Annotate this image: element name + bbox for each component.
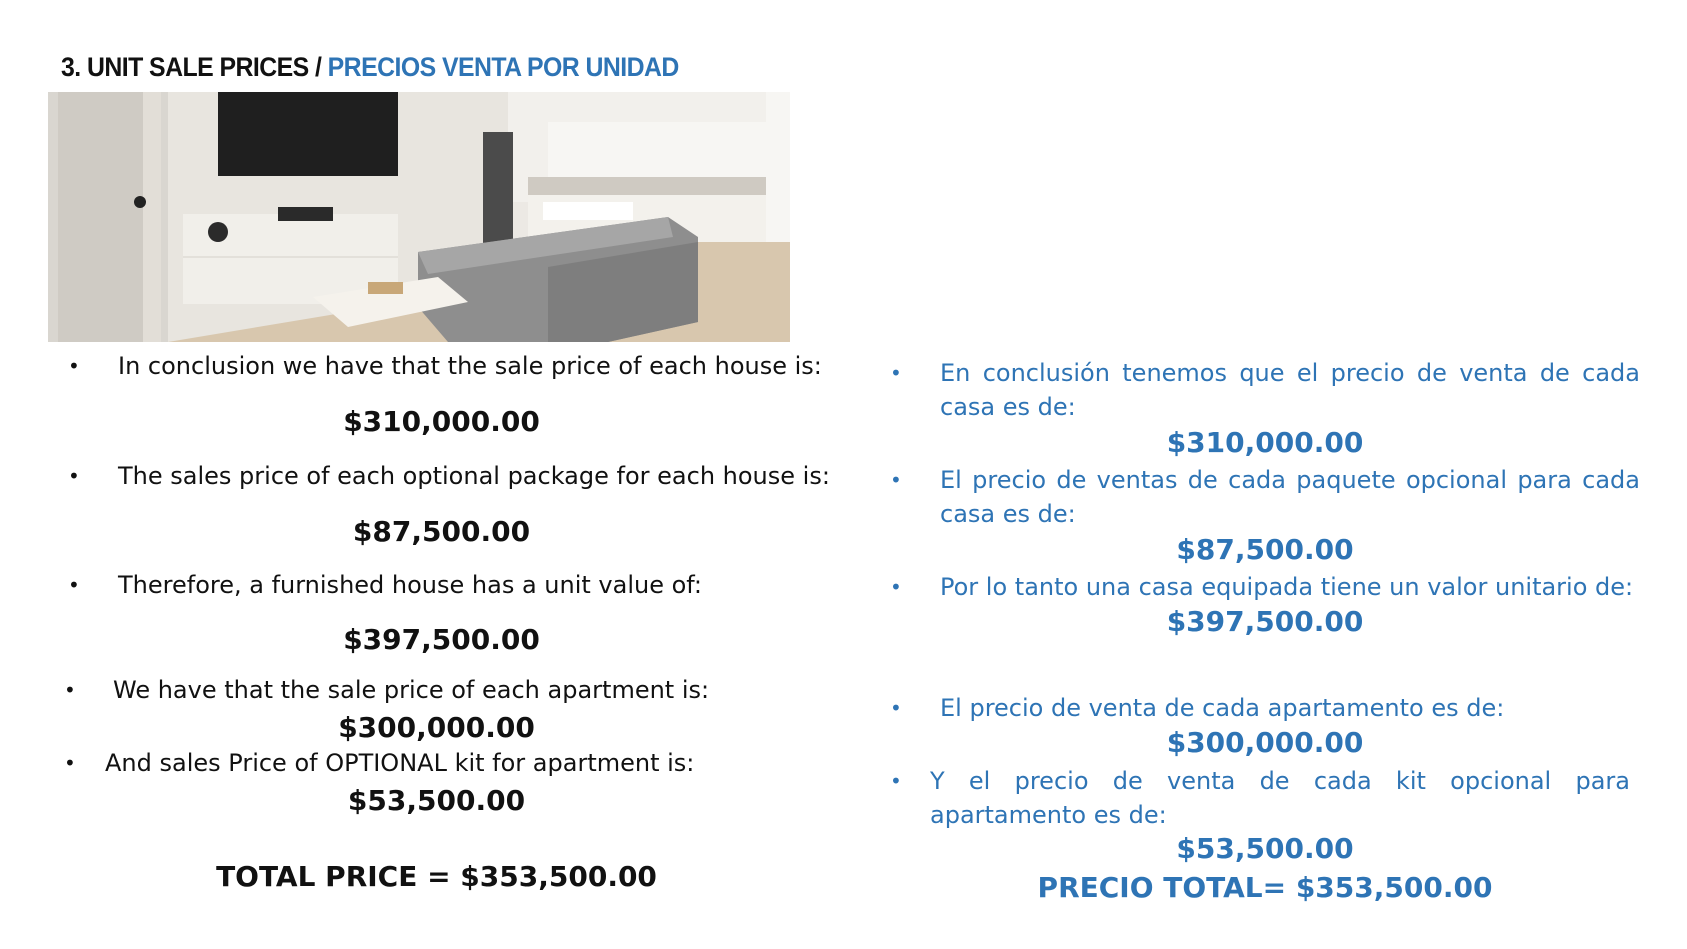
bullet-dot: • [890, 696, 902, 720]
living-room-image [48, 92, 790, 342]
spanish-item-4-price: $300,000.00 [1166, 726, 1364, 759]
spanish-item-1-price: $310,000.00 [1166, 426, 1364, 459]
english-total-price: TOTAL PRICE = $353,500.00 [216, 860, 657, 893]
title-spanish: PRECIOS VENTA POR UNIDAD [327, 52, 679, 82]
spanish-total-price: PRECIO TOTAL= $353,500.00 [1037, 871, 1493, 904]
title-english: 3. UNIT SALE PRICES / [61, 52, 322, 82]
english-item-5-price: $53,500.00 [347, 784, 526, 817]
bullet-dot: • [890, 575, 902, 599]
page-title [61, 52, 679, 83]
english-item-3-text: Therefore, a furnished house has a unit value of: [118, 571, 702, 599]
english-item-3-price: $397,500.00 [343, 623, 540, 656]
english-item-5-text: And sales Price of OPTIONAL kit for apartment is: [105, 749, 695, 777]
bullet-dot: • [890, 468, 902, 492]
bullet-dot: • [64, 751, 76, 775]
english-item-4-price: $300,000.00 [338, 711, 535, 744]
bullet-dot: • [68, 354, 80, 378]
spanish-item-2-text: El precio de ventas de cada paquete opcional para cada casa es de: [940, 466, 1640, 528]
bullet-dot: • [68, 464, 80, 488]
english-item-1-text: In conclusion we have that the sale price of each house is: [118, 352, 822, 380]
bullet-dot: • [890, 769, 902, 793]
spanish-item-5-price: $53,500.00 [1176, 832, 1354, 865]
bullet-dot: • [64, 678, 76, 702]
english-item-4-text: We have that the sale price of each apartment is: [113, 676, 710, 704]
english-item-1-price: $310,000.00 [343, 405, 540, 438]
spanish-item-4-text: El precio de venta de cada apartamento es de: [940, 694, 1505, 722]
english-item-2-price: $87,500.00 [352, 515, 531, 548]
spanish-item-5-text: Y el precio de venta de cada kit opcional para apartamento es de: [930, 767, 1630, 829]
spanish-item-2-price: $87,500.00 [1176, 533, 1354, 566]
english-item-2-text: The sales price of each optional package for each house is: [118, 462, 830, 490]
bullet-dot: • [68, 573, 80, 597]
spanish-item-1-text: En conclusión tenemos que el precio de venta de cada casa es de: [940, 359, 1640, 421]
spanish-item-3-price: $397,500.00 [1166, 605, 1364, 638]
spanish-item-3-text: Por lo tanto una casa equipada tiene un valor unitario de: [940, 573, 1634, 601]
bullet-dot: • [890, 361, 902, 385]
